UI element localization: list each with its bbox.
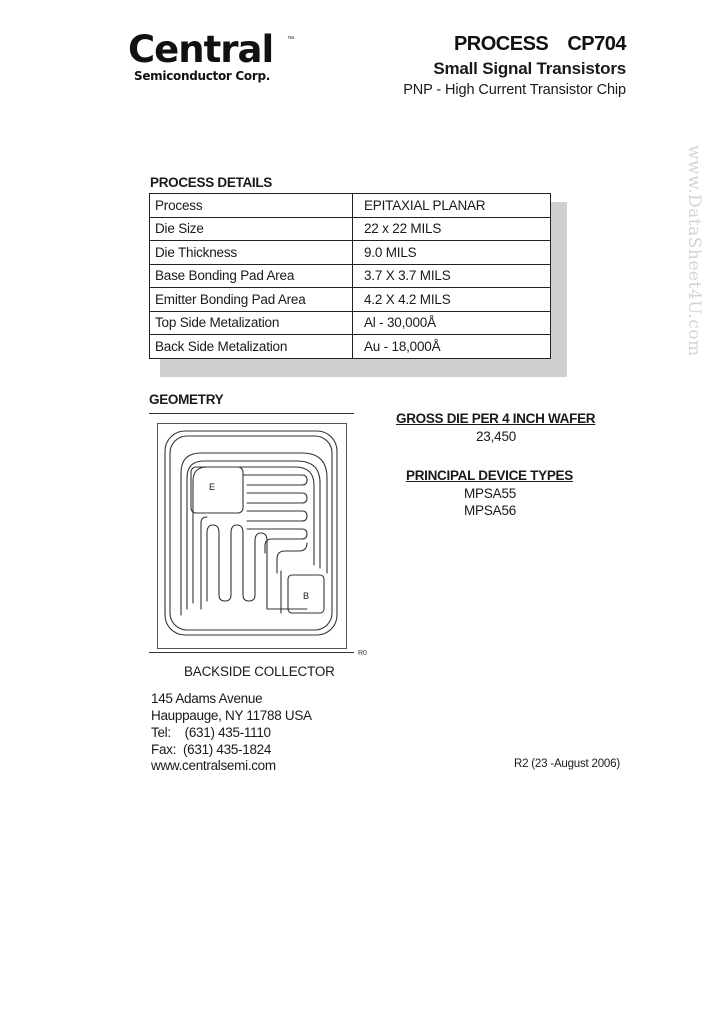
- emitter-finger: [247, 511, 307, 521]
- emitter-finger: [247, 529, 307, 553]
- product-category: Small Signal Transistors: [433, 59, 626, 78]
- drawing-revision-mark: R0: [358, 650, 367, 657]
- emitter-finger: [247, 493, 307, 503]
- row-value: Au - 18,000Å: [353, 335, 551, 359]
- row-value: 3.7 X 3.7 MILS: [353, 264, 551, 288]
- emitter-finger: [277, 543, 307, 573]
- emitter-pad: [191, 467, 243, 513]
- fax-number: (631) 435-1824: [182, 742, 272, 757]
- row-value: Al - 30,000Å: [353, 311, 551, 335]
- row-value: 4.2 X 4.2 MILS: [353, 288, 551, 312]
- emitter-pad-label: E: [209, 482, 216, 492]
- table-row: [150, 288, 551, 312]
- base-trace: [201, 517, 207, 609]
- row-value: EPITAXIAL PLANAR: [353, 194, 551, 218]
- wafer-title: GROSS DIE PER 4 INCH WAFER: [396, 411, 596, 426]
- row-label: Die Thickness: [150, 241, 353, 265]
- device-types-title: PRINCIPAL DEVICE TYPES: [406, 468, 573, 483]
- company-logo: Central: [128, 28, 274, 71]
- company-logo-subtitle: Semiconductor Corp.: [134, 69, 271, 83]
- product-description: PNP - High Current Transistor Chip: [403, 82, 626, 98]
- tel-label: Tel:: [151, 725, 171, 740]
- table-row: [150, 335, 551, 359]
- die-outer-ring: [165, 431, 337, 635]
- address-city: Hauppauge, NY 11788 USA: [151, 708, 312, 723]
- process-code: CP704: [567, 33, 626, 55]
- row-value: 9.0 MILS: [353, 241, 551, 265]
- backside-caption: BACKSIDE COLLECTOR: [184, 664, 335, 679]
- process-heading: [454, 33, 626, 56]
- row-label: Top Side Metalization: [150, 311, 353, 335]
- die-geometry-drawing: [157, 423, 347, 649]
- process-details-title: PROCESS DETAILS: [150, 175, 273, 190]
- process-label: PROCESS: [453, 33, 549, 55]
- address-street: 145 Adams Avenue: [151, 691, 263, 706]
- base-pad-label: B: [303, 591, 310, 601]
- document-revision: R2 (23 -August 2006): [514, 758, 620, 770]
- table-row: [150, 311, 551, 335]
- base-trace: [267, 591, 310, 609]
- wafer-value: 23,450: [476, 429, 517, 444]
- geometry-title: GEOMETRY: [149, 392, 224, 407]
- address-fax: [151, 741, 271, 758]
- row-label: Die Size: [150, 217, 353, 241]
- row-label: Emitter Bonding Pad Area: [150, 288, 353, 312]
- table-row: [150, 194, 551, 218]
- row-value: 22 x 22 MILS: [353, 217, 551, 241]
- emitter-finger: [243, 475, 307, 485]
- process-details-table: [149, 193, 551, 359]
- table-row: [150, 264, 551, 288]
- table-row: [150, 241, 551, 265]
- device-type-item: MPSA56: [464, 503, 517, 518]
- base-serpentine-trace: [207, 525, 267, 601]
- row-label: Base Bonding Pad Area: [150, 264, 353, 288]
- address-tel: [151, 724, 271, 741]
- website-link[interactable]: www.centralsemi.com: [151, 758, 276, 773]
- fax-label: Fax:: [151, 742, 177, 757]
- tel-number: (631) 435-1110: [184, 725, 271, 740]
- trademark-mark: ™: [287, 36, 294, 43]
- geometry-top-rule: [149, 413, 354, 414]
- geometry-bottom-rule: [149, 652, 354, 653]
- watermark: www.DataSheet4U.com: [684, 145, 704, 357]
- row-label: Back Side Metalization: [150, 335, 353, 359]
- row-label: Process: [150, 194, 353, 218]
- device-type-item: MPSA55: [464, 486, 517, 501]
- table-row: [150, 217, 551, 241]
